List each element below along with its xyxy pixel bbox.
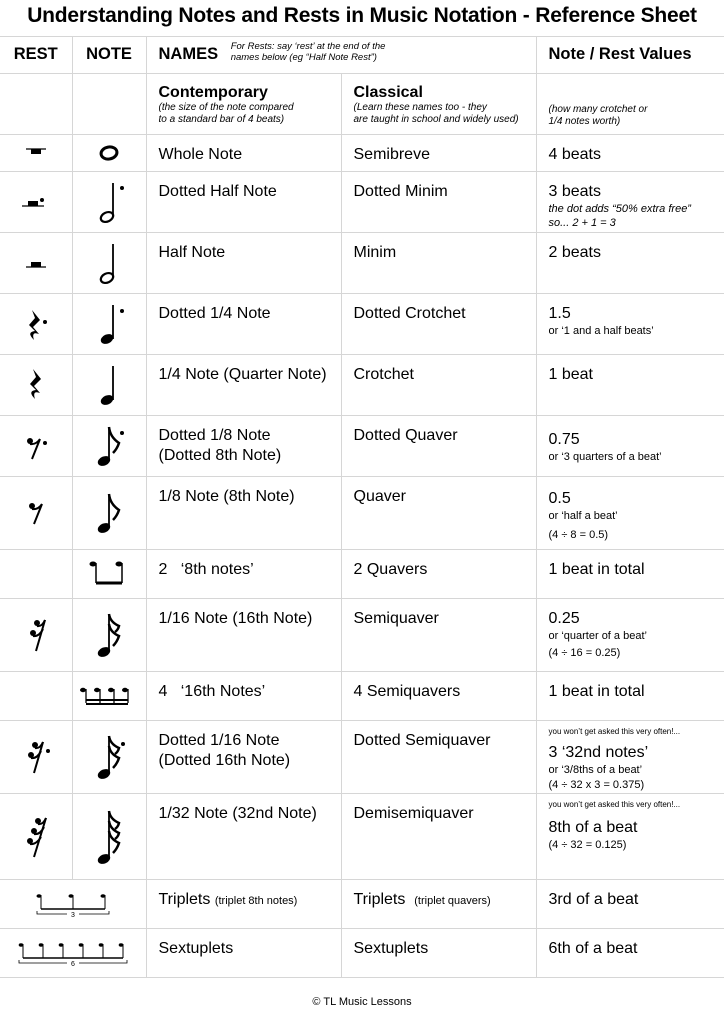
contemporary-name: 2 ‘8th notes’ (146, 550, 341, 599)
value-note: the dot adds “50% extra free” (548, 203, 691, 215)
value-note: or ‘quarter of a beat’ (548, 630, 647, 642)
table-row (0, 672, 724, 721)
table-row (0, 550, 724, 599)
contemporary-name (146, 721, 341, 794)
value-text: 1 beat in total (536, 550, 724, 599)
value-cell (536, 172, 724, 233)
names-note-line-1: For Rests: say ‘rest’ at the end of the (230, 41, 386, 52)
value-text: 0.75 (548, 431, 580, 448)
table-row (0, 880, 724, 929)
value-note: or ‘half a beat’ (548, 510, 618, 522)
page-title: Understanding Notes and Rests in Music Notation - Reference Sheet (27, 4, 697, 27)
whole-rest-icon (16, 143, 56, 163)
names-note-line-2: names below (eg “Half Note Rest”) (230, 52, 377, 63)
value-pre-note: you won’t get asked this very often!... (548, 800, 681, 809)
value-cell (536, 294, 724, 355)
table-row (0, 599, 724, 672)
contemporary-name: 1/4 Note (Quarter Note) (146, 355, 341, 416)
value-text: 4 beats (536, 135, 724, 172)
value-note: or ‘3 quarters of a beat’ (548, 451, 662, 463)
value-text: 0.25 (548, 610, 580, 627)
sextuplet-icon (13, 936, 133, 970)
contemporary-label: Contemporary (158, 84, 268, 101)
contemporary-main: Triplets (158, 891, 211, 908)
value-text: 3 beats (548, 183, 601, 200)
half-rest-icon (16, 253, 56, 273)
classical-subheader (341, 74, 536, 135)
contemporary-name: Dotted 1/4 Note (146, 294, 341, 355)
whole-note-icon (89, 143, 129, 163)
four-sixteenth-notes-icon (76, 681, 142, 711)
eighth-rest-icon (16, 498, 56, 528)
table-row (0, 233, 724, 294)
value-note: (4 ÷ 16 = 0.25) (548, 647, 621, 659)
subheader-row (0, 74, 724, 135)
value-text: 1 beat (536, 355, 724, 416)
contemporary-line-1: Dotted 1/16 Note (158, 732, 280, 749)
value-note: or ‘1 and a half beats’ (548, 325, 654, 337)
classical-small: (triplet quavers) (414, 895, 491, 907)
table-row (0, 929, 724, 978)
contemporary-name: 1/32 Note (32nd Note) (146, 794, 341, 880)
contemporary-name: Half Note (146, 233, 341, 294)
value-text: 8th of a beat (548, 819, 638, 836)
contemporary-name (146, 880, 341, 929)
dotted-quarter-note-icon (87, 299, 131, 349)
names-header-note (231, 41, 386, 63)
quarter-note-icon (87, 360, 131, 410)
value-note: (4 ÷ 32 x 3 = 0.375) (548, 779, 645, 791)
value-note: so... 2 + 1 = 3 (548, 217, 616, 229)
value-note: (4 ÷ 8 = 0.5) (548, 529, 609, 541)
table-row (0, 416, 724, 477)
contemporary-name: 1/8 Note (8th Note) (146, 477, 341, 550)
table-row (0, 135, 724, 172)
classical-label: Classical (353, 84, 423, 101)
classical-name: Demisemiquaver (341, 794, 536, 880)
contemporary-note-2: to a standard bar of 4 beats) (158, 114, 285, 125)
classical-note-1: (Learn these names too - they (353, 102, 487, 113)
value-note: or ‘3/8ths of a beat’ (548, 764, 643, 776)
value-text: 1.5 (548, 305, 571, 322)
contemporary-line-2: (Dotted 8th Note) (158, 447, 282, 464)
value-cell (536, 794, 724, 880)
classical-name: Semibreve (341, 135, 536, 172)
rest-column-header: REST (0, 37, 72, 74)
classical-main: Triplets (353, 891, 406, 908)
notes-table (0, 36, 724, 978)
contemporary-name: Whole Note (146, 135, 341, 172)
dotted-eighth-note-icon (87, 421, 131, 471)
triplet-icon (23, 887, 123, 921)
value-text: 3rd of a beat (536, 880, 724, 929)
classical-name: Dotted Minim (341, 172, 536, 233)
quarter-rest-icon (16, 365, 56, 405)
table-row (0, 172, 724, 233)
value-pre-note: you won’t get asked this very often!... (548, 727, 681, 736)
values-column-header: Note / Rest Values (536, 37, 724, 74)
classical-name: Minim (341, 233, 536, 294)
contemporary-line-1: Dotted 1/8 Note (158, 427, 271, 444)
value-text: 0.5 (548, 490, 571, 507)
table-row (0, 794, 724, 880)
classical-name: Sextuplets (341, 929, 536, 978)
values-note-2: 1/4 notes worth) (548, 116, 621, 127)
value-cell (536, 599, 724, 672)
value-text: 3 ‘32nd notes’ (548, 744, 649, 761)
classical-name: 2 Quavers (341, 550, 536, 599)
table-row (0, 294, 724, 355)
classical-name: Dotted Crotchet (341, 294, 536, 355)
contemporary-name: Dotted Half Note (146, 172, 341, 233)
names-header-label: NAMES (158, 45, 219, 63)
contemporary-name: 4 ‘16th Notes’ (146, 672, 341, 721)
classical-name: Crotchet (341, 355, 536, 416)
note-column-header: NOTE (72, 37, 146, 74)
contemporary-small: (triplet 8th notes) (214, 895, 298, 907)
dotted-sixteenth-note-icon (87, 730, 131, 784)
contemporary-name: 1/16 Note (16th Note) (146, 599, 341, 672)
sixteenth-note-icon (87, 608, 131, 662)
header-row (0, 37, 724, 74)
sextuplet-number: 6 (70, 961, 75, 968)
thirty-second-note-icon (87, 805, 131, 869)
dotted-half-rest-icon (16, 192, 56, 212)
thirty-second-rest-icon (16, 813, 56, 861)
names-column-header (146, 37, 536, 74)
value-cell (536, 721, 724, 794)
value-cell (536, 416, 724, 477)
value-text: 1 beat in total (536, 672, 724, 721)
table-row (0, 355, 724, 416)
contemporary-note-1: (the size of the note compared (158, 102, 294, 113)
footer-copyright: © TL Music Lessons (312, 996, 412, 1008)
dotted-eighth-rest-icon (16, 431, 56, 461)
classical-note-2: are taught in school and widely used) (353, 114, 519, 125)
contemporary-subheader (146, 74, 341, 135)
value-text: 2 beats (536, 233, 724, 294)
classical-name: Dotted Quaver (341, 416, 536, 477)
value-note: (4 ÷ 32 = 0.125) (548, 839, 627, 851)
triplet-number: 3 (70, 912, 75, 919)
classical-name: Semiquaver (341, 599, 536, 672)
dotted-quarter-rest-icon (16, 304, 56, 344)
classical-name: Quaver (341, 477, 536, 550)
sixteenth-rest-icon (16, 615, 56, 655)
dotted-sixteenth-rest-icon (16, 737, 56, 777)
classical-name (341, 880, 536, 929)
value-text: 6th of a beat (536, 929, 724, 978)
value-cell (536, 477, 724, 550)
contemporary-name: Sextuplets (146, 929, 341, 978)
dotted-half-note-icon (87, 177, 131, 227)
values-note-1: (how many crotchet or (548, 104, 648, 115)
half-note-icon (87, 238, 131, 288)
contemporary-name (146, 416, 341, 477)
table-row (0, 477, 724, 550)
classical-name: Dotted Semiquaver (341, 721, 536, 794)
contemporary-line-2: (Dotted 16th Note) (158, 752, 291, 769)
values-subheader (536, 74, 724, 135)
classical-name: 4 Semiquavers (341, 672, 536, 721)
eighth-note-icon (87, 488, 131, 538)
table-row (0, 721, 724, 794)
two-eighth-notes-icon (84, 559, 134, 589)
